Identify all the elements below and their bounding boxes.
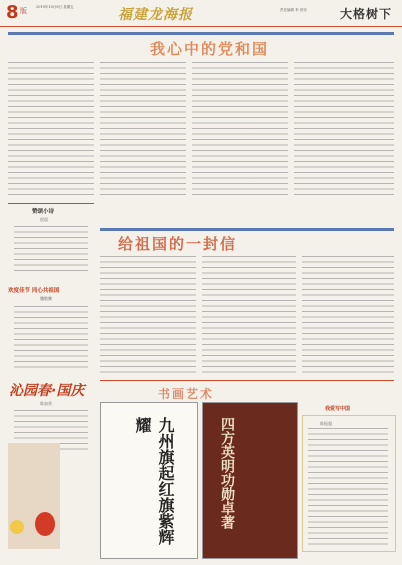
page-header xyxy=(0,0,402,27)
sun-icon xyxy=(10,520,24,534)
letter-col-1 xyxy=(100,256,196,376)
column-title: 大格树下 xyxy=(340,7,393,21)
masthead: 福建龙海报 xyxy=(118,7,193,23)
divider-middle xyxy=(100,228,394,231)
article-col-4 xyxy=(294,62,394,198)
page-number: 8 xyxy=(6,2,19,23)
poem-title-2: 欢度佳节 同心共祖国 xyxy=(8,288,60,294)
editor-line: 责任编辑 李 世坚 xyxy=(280,8,307,12)
poem-1-body xyxy=(14,226,88,272)
divider-left xyxy=(8,203,94,204)
article-col-2 xyxy=(100,62,186,198)
letter-col-3 xyxy=(302,256,394,376)
divider-art xyxy=(100,380,394,381)
section-title-letter: 给祖国的一封信 xyxy=(118,235,238,253)
guoqing-title: 沁园春·国庆 xyxy=(9,383,85,399)
calligraphy-piece-1 xyxy=(100,402,198,559)
guoqing-illustration xyxy=(8,443,60,549)
article-col-3 xyxy=(192,62,288,198)
poem-author-3: 陈加荣 xyxy=(40,401,52,406)
calligraphy-text-2: 四方英明功勋卓著 xyxy=(219,417,235,529)
calligraphy-piece-2 xyxy=(202,402,298,559)
issue-date: 2019年10月8日 星期五 xyxy=(36,5,74,9)
poem-title-1: 赞颂小诗 xyxy=(32,209,55,215)
poem-author-4: 陈振超 xyxy=(320,421,332,426)
calligraphy-text-1: 九州旗起红旗紫辉耀 xyxy=(133,417,175,545)
poem-box-title: 我爱写中国 xyxy=(325,406,351,412)
letter-col-2 xyxy=(202,256,296,376)
lantern-icon xyxy=(35,512,55,536)
section-title-heart: 我心中的党和国 xyxy=(150,40,270,58)
poem-author-1: 倪晨 xyxy=(40,217,48,222)
poem-box-body xyxy=(308,428,388,546)
divider-top xyxy=(8,32,394,35)
poem-2-body xyxy=(14,306,88,372)
page-word: 版 xyxy=(20,7,27,15)
poem-author-2: 魏敬鹏 xyxy=(40,296,52,301)
section-title-art: 书画艺术 xyxy=(158,387,215,401)
article-col-1 xyxy=(8,62,94,198)
